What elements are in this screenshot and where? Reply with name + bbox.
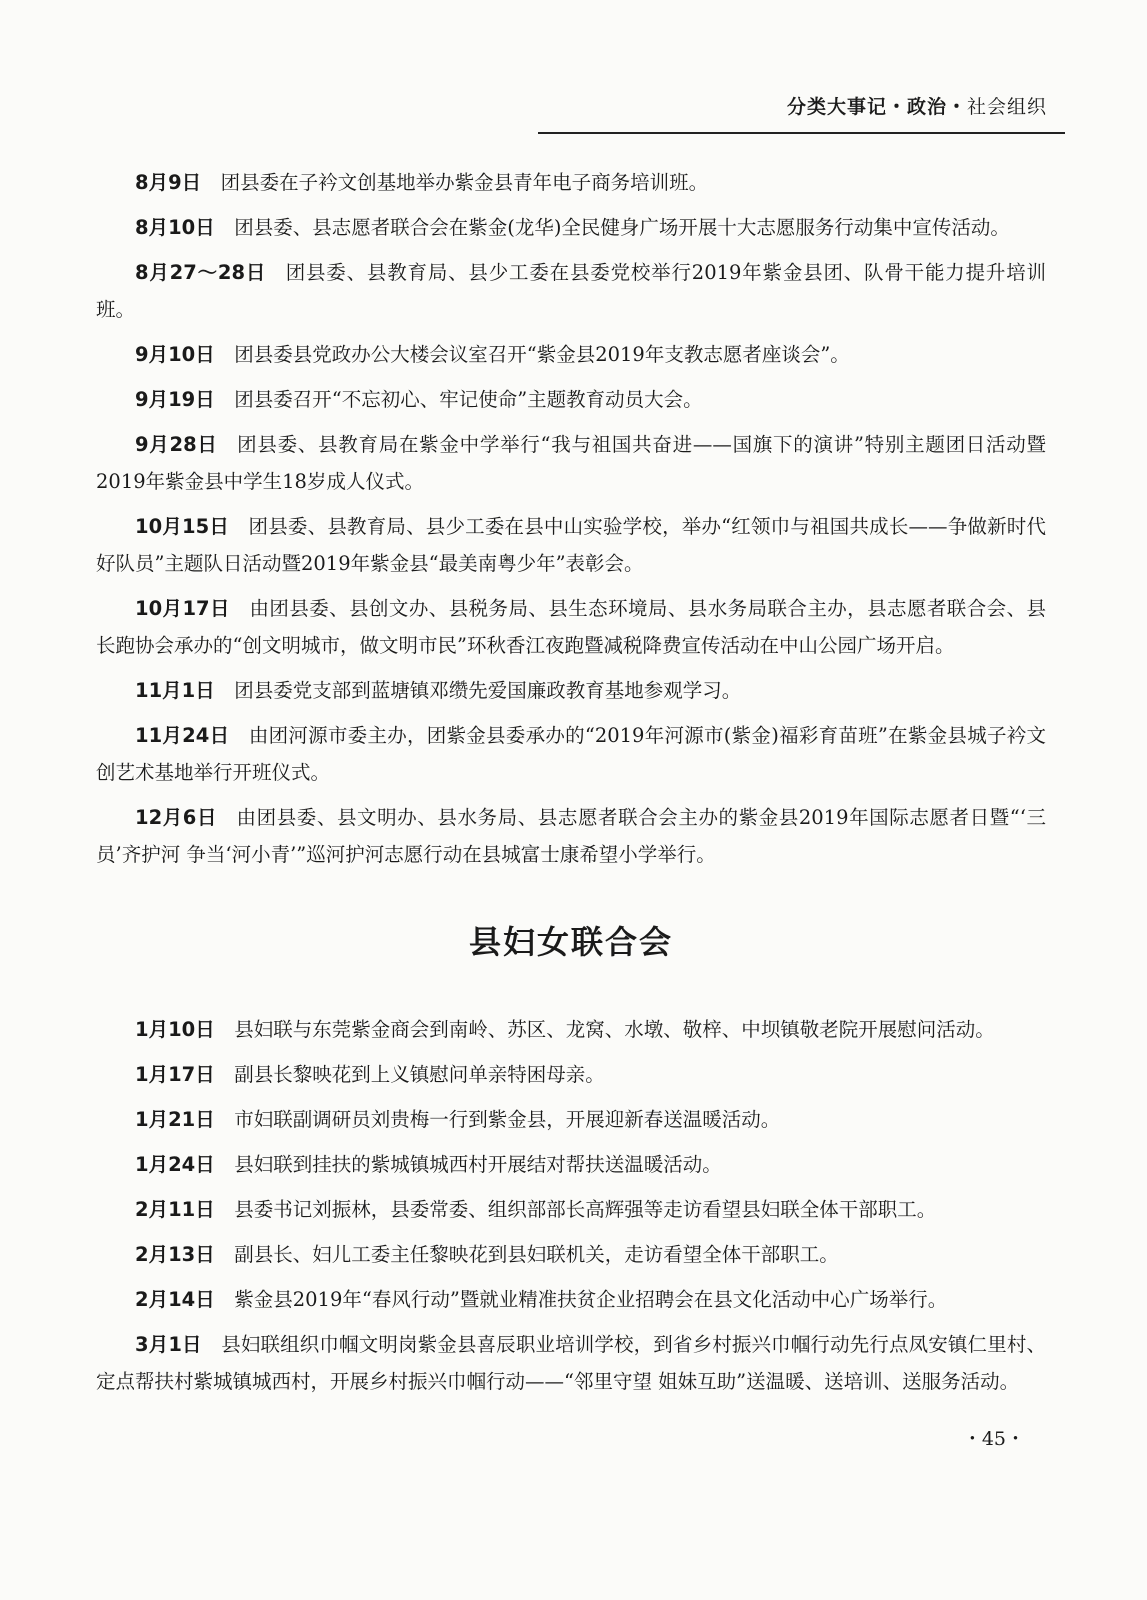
chronicle-entry	[96, 426, 1046, 500]
chronicle-entry	[96, 1011, 1046, 1048]
chronicle-entry	[96, 1236, 1046, 1273]
chronicle-entry	[96, 590, 1046, 664]
running-header-title: 分类大事记・政治・	[786, 96, 967, 118]
entry-date: 3月1日	[135, 1333, 202, 1356]
page-content	[96, 164, 1046, 1408]
entry-text: 市妇联副调研员刘贵梅一行到紫金县，开展迎新春送温暖活动。	[234, 1108, 781, 1131]
chronicle-entry	[96, 1326, 1046, 1400]
entry-text: 由团河源市委主办，团紫金县委承办的“2019年河源市(紫金)福彩育苗班”在紫金县城子衿文创艺术基地举行开班仪式。	[96, 724, 1046, 784]
chronicle-entry	[96, 1056, 1046, 1093]
header-rule	[538, 132, 1065, 134]
entry-date: 9月28日	[135, 433, 218, 456]
running-header	[787, 92, 1047, 119]
entry-text: 团县委党支部到蓝塘镇邓缵先爱国廉政教育基地参观学习。	[234, 679, 742, 702]
entry-date: 12月6日	[135, 806, 218, 829]
chronicle-entry	[96, 1146, 1046, 1183]
entry-date: 8月27～28日	[135, 261, 267, 284]
chronicle-entry	[96, 717, 1046, 791]
entry-date: 9月10日	[135, 343, 215, 366]
entry-date: 1月17日	[135, 1063, 215, 1086]
entry-text: 团县委县党政办公大楼会议室召开“紫金县2019年支教志愿者座谈会”。	[234, 343, 850, 366]
entry-date: 8月10日	[135, 216, 215, 239]
chronicle-entry	[96, 1281, 1046, 1318]
entry-date: 11月24日	[135, 724, 230, 747]
entry-date: 1月10日	[135, 1018, 215, 1041]
section-womens-federation	[96, 1011, 1046, 1400]
entry-text: 县委书记刘振林，县委常委、组织部部长高辉强等走访看望县妇联全体干部职工。	[234, 1198, 937, 1221]
chronicle-entry	[96, 672, 1046, 709]
entry-text: 县妇联到挂扶的紫城镇城西村开展结对帮扶送温暖活动。	[234, 1153, 722, 1176]
chronicle-entry	[96, 164, 1046, 201]
entry-text: 团县委、县志愿者联合会在紫金(龙华)全民健身广场开展十大志愿服务行动集中宣传活动。	[234, 216, 1010, 239]
chronicle-entry	[96, 1191, 1046, 1228]
chronicle-entry	[96, 254, 1046, 328]
entry-date: 10月15日	[135, 515, 230, 538]
chronicle-entry	[96, 799, 1046, 873]
entry-text: 团县委召开“不忘初心、牢记使命”主题教育动员大会。	[234, 388, 703, 411]
chronicle-entry	[96, 209, 1046, 246]
entry-text: 团县委、县教育局、县少工委在县中山实验学校，举办“红领巾与祖国共成长——争做新时代好队员”主题队日活动暨2019年紫金县“最美南粤少年”表彰会。	[96, 515, 1046, 575]
chronicle-entry	[96, 381, 1046, 418]
entry-text: 县妇联组织巾帼文明岗紫金县喜辰职业培训学校，到省乡村振兴巾帼行动先行点凤安镇仁里村、定点帮扶村紫城镇城西村，开展乡村振兴巾帼行动——“邻里守望 姐妹互助”送温暖、送培训、送服务活动。	[96, 1333, 1046, 1393]
entry-date: 2月13日	[135, 1243, 215, 1266]
running-header-subtitle: 社会组织	[966, 96, 1047, 118]
entry-text: 县妇联与东莞紫金商会到南岭、苏区、龙窝、水墩、敬梓、中坝镇敬老院开展慰问活动。	[234, 1018, 995, 1041]
entry-text: 紫金县2019年“春风行动”暨就业精准扶贫企业招聘会在县文化活动中心广场举行。	[234, 1288, 948, 1311]
page-number: ・45・	[962, 1428, 1025, 1450]
entry-text: 团县委、县教育局在紫金中学举行“我与祖国共奋进——国旗下的演讲”特别主题团日活动暨2019年紫金县中学生18岁成人仪式。	[96, 433, 1046, 493]
chronicle-entry	[96, 508, 1046, 582]
entry-date: 2月11日	[135, 1198, 215, 1221]
entry-date: 1月21日	[135, 1108, 215, 1131]
section-title: 县妇女联合会	[468, 923, 673, 961]
section-youth-league	[96, 164, 1046, 873]
entry-text: 由团县委、县创文办、县税务局、县生态环境局、县水务局联合主办，县志愿者联合会、县长跑协会承办的“创文明城市，做文明市民”环秋香江夜跑暨减税降费宣传活动在中山公园广场开启。	[96, 597, 1046, 657]
entry-date: 2月14日	[135, 1288, 215, 1311]
entry-text: 副县长黎映花到上义镇慰问单亲特困母亲。	[234, 1063, 605, 1086]
chronicle-entry	[96, 336, 1046, 373]
entry-date: 10月17日	[135, 597, 230, 620]
entry-text: 由团县委、县文明办、县水务局、县志愿者联合会主办的紫金县2019年国际志愿者日暨“‘三员’齐护河 争当‘河小青’”巡河护河志愿行动在县城富士康希望小学举行。	[96, 806, 1046, 866]
entry-date: 9月19日	[135, 388, 215, 411]
entry-date: 8月9日	[135, 171, 202, 194]
entry-text: 副县长、妇儿工委主任黎映花到县妇联机关，走访看望全体干部职工。	[234, 1243, 839, 1266]
entry-date: 1月24日	[135, 1153, 215, 1176]
entry-date: 11月1日	[135, 679, 215, 702]
entry-text: 团县委在子衿文创基地举办紫金县青年电子商务培训班。	[220, 171, 709, 194]
chronicle-entry	[96, 1101, 1046, 1138]
entry-text: 团县委、县教育局、县少工委在县委党校举行2019年紫金县团、队骨干能力提升培训班。	[96, 261, 1046, 321]
